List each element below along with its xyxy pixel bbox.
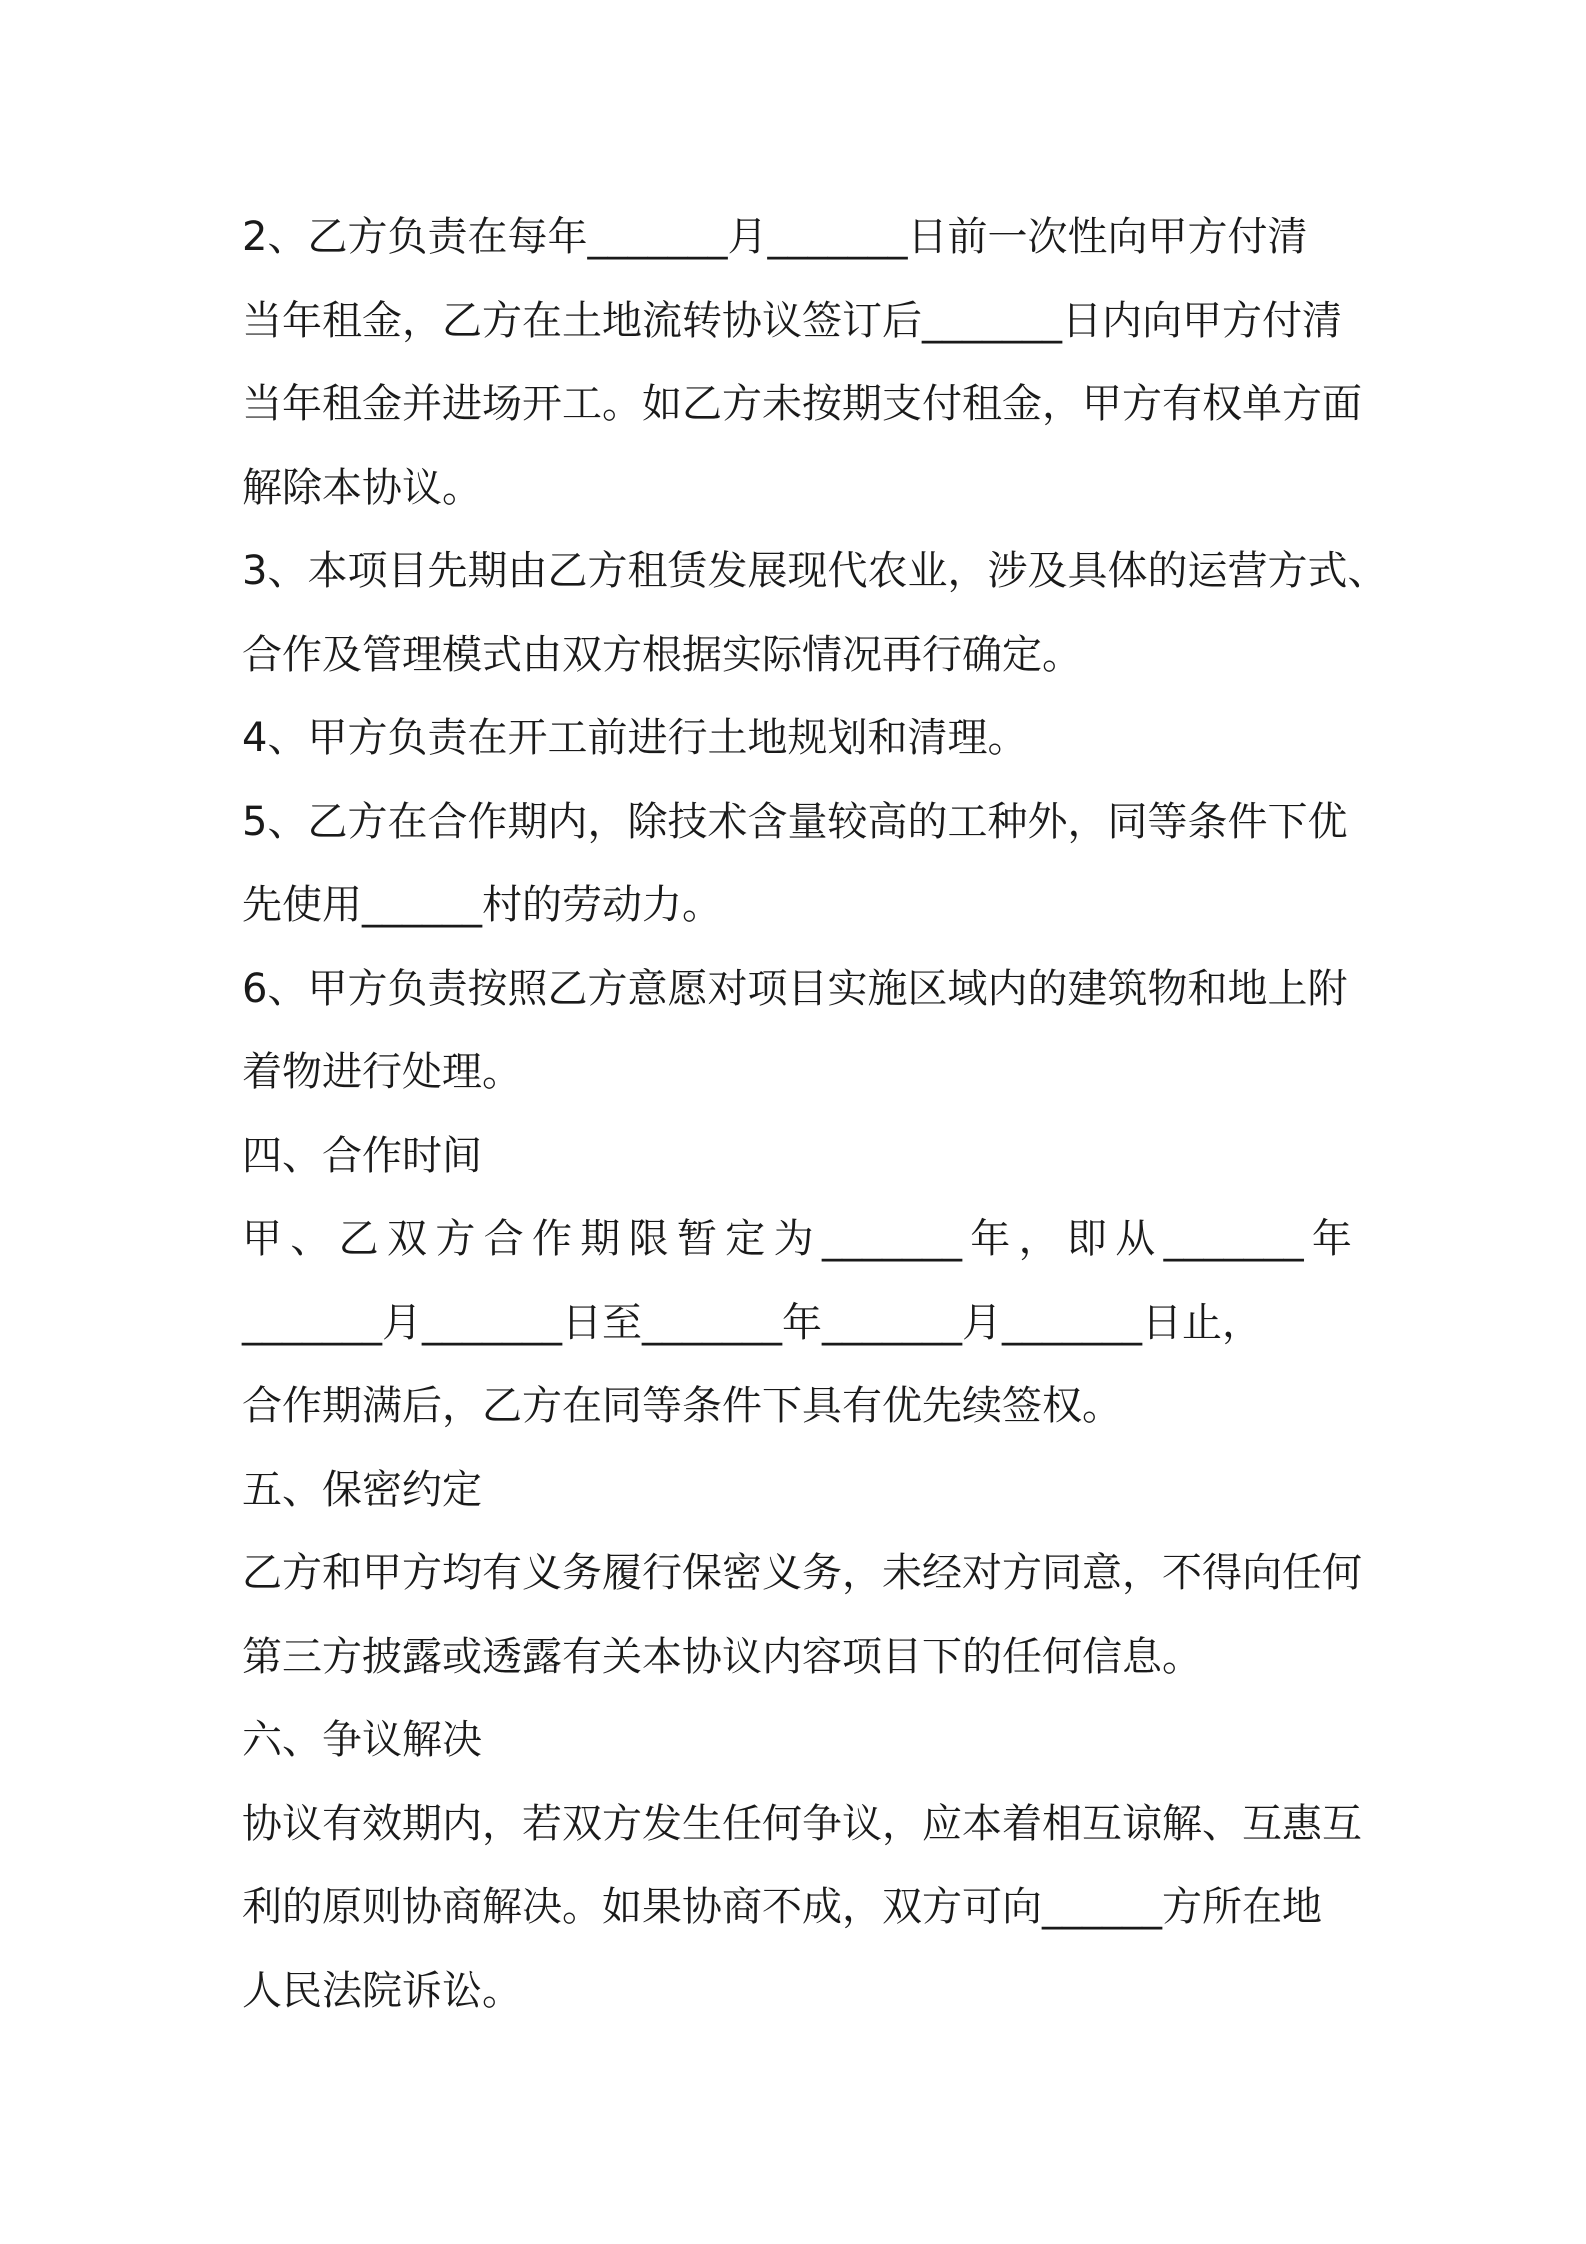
text-char: 合 [483, 1216, 524, 1262]
text-char: 为 [773, 1216, 814, 1262]
text-line: 协议有效期内，若双方发生任何争议，应本着相互谅解、互惠互 [242, 1800, 1362, 1847]
text-char: 年 [1311, 1216, 1352, 1262]
text-char: 限 [628, 1216, 669, 1262]
text-line: 5、乙方在合作期内，除技术含量较高的工种外，同等条件下优 [242, 798, 1348, 845]
text-char: 方 [435, 1216, 476, 1262]
section-heading: 五、保密约定 [242, 1466, 482, 1513]
text-char: ， [1018, 1216, 1059, 1262]
blank-field: _______ [821, 1216, 962, 1262]
section-heading: 六、争议解决 [242, 1717, 482, 1763]
text-line: 合作及管理模式由双方根据实际情况再行确定。 [242, 631, 1082, 678]
text-char: 甲 [242, 1216, 282, 1262]
text-line: 乙方和甲方均有义务履行保密义务，未经对方同意，不得向任何 [242, 1550, 1362, 1596]
text-char: 作 [531, 1216, 572, 1262]
text-char: 暂 [676, 1216, 717, 1262]
text-line: 解除本协议。 [242, 464, 482, 511]
text-line: 第三方披露或透露有关本协议内容项目下的任何信息。 [242, 1633, 1202, 1680]
text-char: 定 [725, 1216, 766, 1262]
text-char: 、 [290, 1216, 331, 1262]
text-line: _______月_______日至_______年_______月_______日止， [242, 1299, 1262, 1346]
text-line: 先使用______村的劳动力。 [242, 882, 722, 928]
text-char: 年 [970, 1216, 1011, 1262]
text-char: 双 [386, 1216, 427, 1262]
text-char: 即 [1066, 1216, 1107, 1262]
text-line: 当年租金，乙方在土地流转协议签订后_______日内向甲方付清 [242, 297, 1342, 344]
text-line: 4、甲方负责在开工前进行土地规划和清理。 [242, 715, 1028, 761]
section-heading: 四、合作时间 [242, 1132, 482, 1179]
text-line: 3、本项目先期由乙方租赁发展现代农业，涉及具体的运营方式、 [242, 548, 1388, 594]
text-line: 利的原则协商解决。如果协商不成，双方可向______方所在地 [242, 1884, 1322, 1930]
text-line: 6、甲方负责按照乙方意愿对项目实施区域内的建筑物和地上附 [242, 965, 1348, 1012]
text-line: 着物进行处理。 [242, 1049, 522, 1095]
spaced-text-line [242, 1198, 1352, 1282]
text-line: 2、乙方负责在每年_______月_______日前一次性向甲方付清 [242, 214, 1308, 260]
text-char: 乙 [338, 1216, 379, 1262]
text-char: 从 [1115, 1216, 1156, 1262]
text-line: 当年租金并进场开工。如乙方未按期支付租金，甲方有权单方面 [242, 381, 1362, 427]
text-line: 合作期满后，乙方在同等条件下具有优先续签权。 [242, 1383, 1122, 1429]
text-char: 期 [580, 1216, 621, 1262]
text-line: 人民法院诉讼。 [242, 1967, 522, 2014]
blank-field: _______ [1163, 1216, 1304, 1262]
document-body [242, 196, 1388, 2033]
